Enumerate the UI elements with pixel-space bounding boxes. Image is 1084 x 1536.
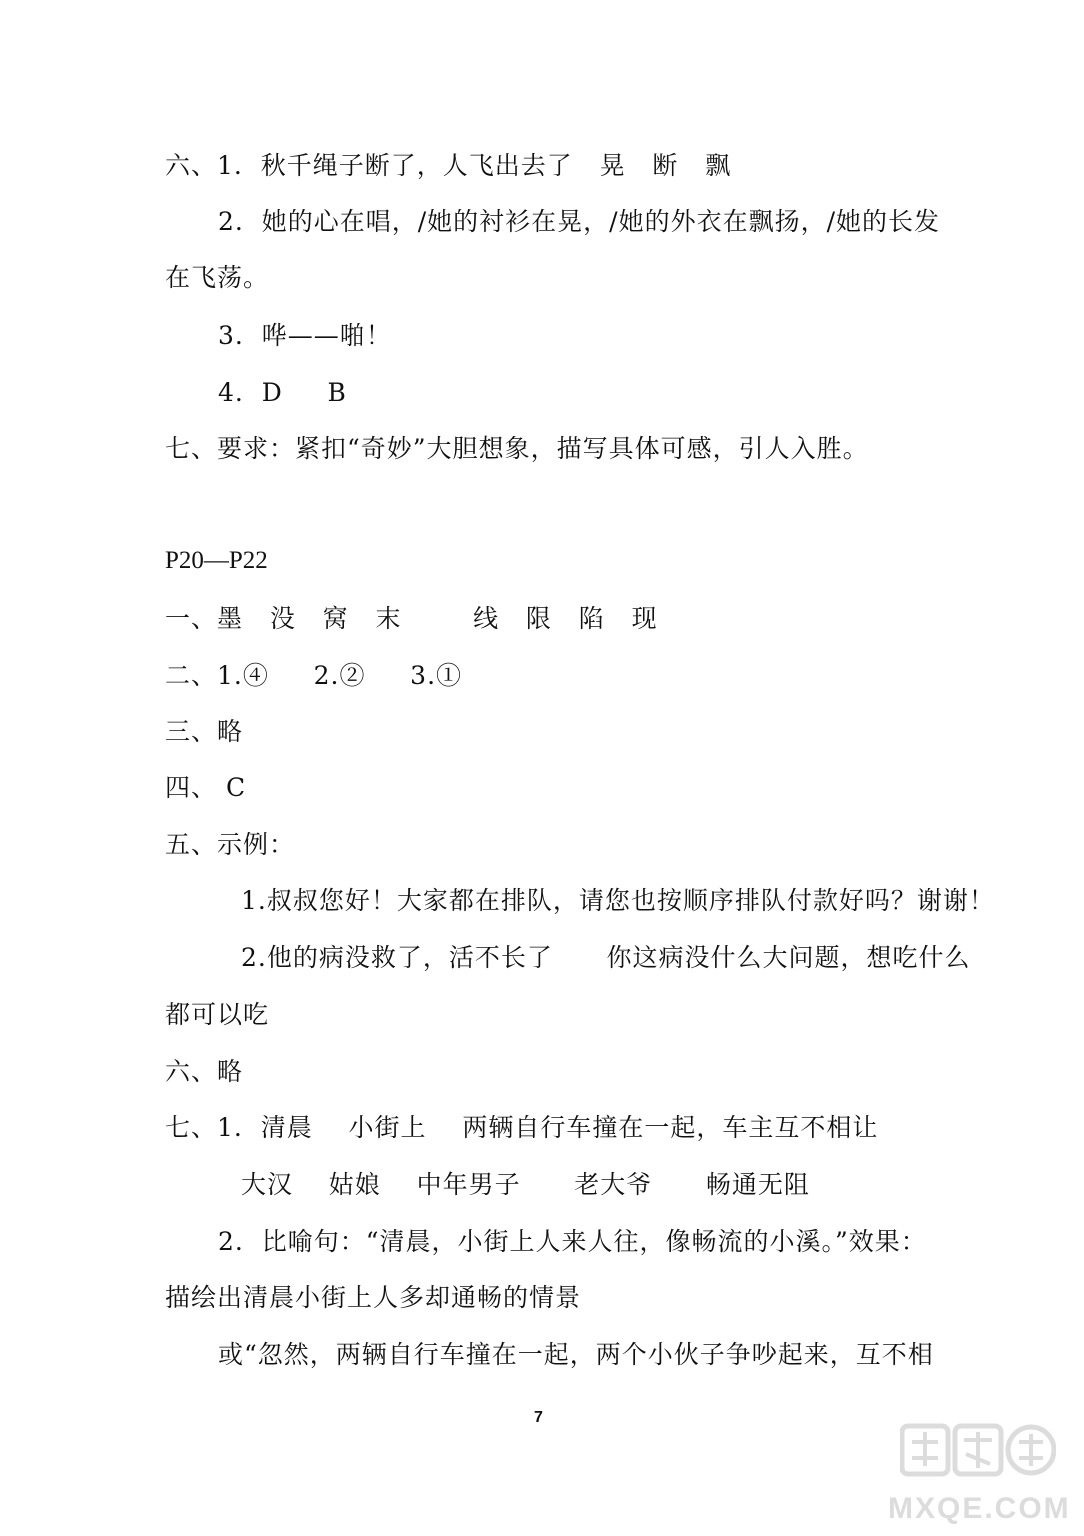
answer-line-7: 七、要求：紧扣“奇妙”大胆想象，描写具体可感，引人入胜。 (165, 434, 869, 463)
section-heading: P20—P22 (165, 547, 268, 574)
answer-line-7-2: 2. 比喻句：“清晨，小街上人来人往，像畅流的小溪。”效果： (218, 1227, 927, 1256)
page-number: 7 (534, 1409, 543, 1426)
answer-line-6-2-cont: 在飞荡。 (165, 263, 270, 292)
answer-line-4: 四、 C (165, 773, 247, 802)
answer-line-6: 六、略 (165, 1057, 244, 1086)
answer-line-5-2: 2.他的病没救了，活不长了 你这病没什么大问题，想吃什么 (241, 943, 971, 972)
answer-line-2: 二、1.④ 2.② 3.① (165, 661, 463, 690)
answer-line-7-2-cont: 描绘出清晨小街上人多却通畅的情景 (165, 1283, 582, 1312)
answer-line-6-4: 4. D B (218, 378, 347, 407)
answer-line-5-2-cont: 都可以吃 (165, 1000, 270, 1029)
answer-line-3: 三、略 (165, 717, 244, 746)
answer-line-7-3: 或“忽然，两辆自行车撞在一起，两个小伙子争吵起来，互不相 (218, 1340, 934, 1369)
watermark-logo-icon (900, 1420, 1056, 1482)
watermark-site-text: MXQE.COM (888, 1492, 1071, 1525)
answer-line-6-3: 3. 哗——啪！ (218, 321, 392, 350)
answer-line-7-1-cont: 大汉 姑娘 中年男子 老大爷 畅通无阻 (241, 1170, 810, 1199)
answer-line-7-1: 七、1. 清晨 小街上 两辆自行车撞在一起，车主互不相让 (165, 1113, 879, 1142)
answer-line-6-2: 2. 她的心在唱，/她的衬衫在晃，/她的外衣在飘扬，/她的长发 (218, 207, 941, 236)
answer-line-5-1: 1.叔叔您好！大家都在排队，请您也按顺序排队付款好吗？谢谢！ (241, 886, 995, 915)
answer-line-1: 一、墨 没 窝 末 线 限 陷 现 (165, 604, 658, 633)
answer-line-5: 五、示例： (165, 830, 296, 859)
answer-line-6-1: 六、1. 秋千绳子断了，人飞出去了 晃 断 飘 (165, 151, 732, 180)
watermark-logo (888, 1416, 1071, 1526)
